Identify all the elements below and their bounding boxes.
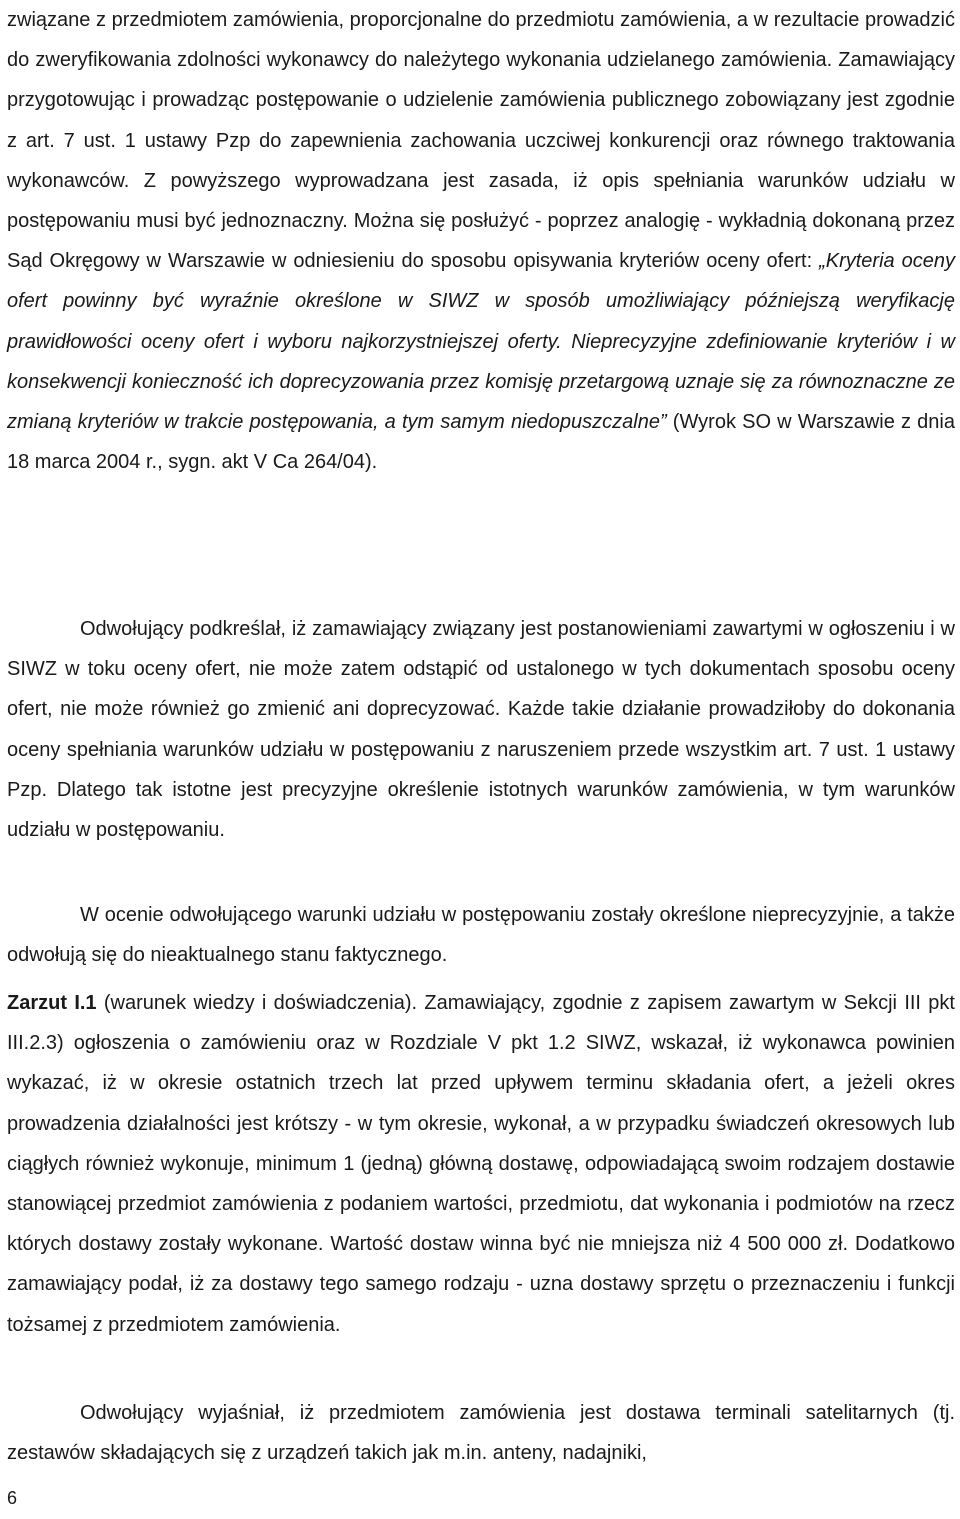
paragraph-appellant-explanation: Odwołujący wyjaśniał, iż przedmiotem zamówienia jest dostawa terminali satelitarnych (tj. zestawów składających się z urządzeń takich jak m.in. anteny, nadajniki, [7, 1402, 955, 1465]
court-quote: „Kryteria oceny ofert powinny być wyraźnie określone w SIWZ w sposób umożliwiający późniejszą weryfikację prawidłowości oceny ofert i wyboru najkorzystniejszej oferty. Nieprecyzyjne zdefiniowanie kryteriów i w konsekwencji konieczność ich doprecyzowania przez komisję przetargową uznaje się za równoznaczne ze zmianą kryteriów w trakcie postępowania, a tym samym niedopuszczalne” [7, 250, 955, 434]
paragraph-appellant-argument: Odwołujący podkreślał, iż zamawiający związany jest postanowieniami zawartymi w ogłoszeniu i w SIWZ w toku oceny ofert, nie może zatem odstąpić od ustalonego w tych dokumentach sposobu oceny ofert, nie może również go zmienić ani doprecyzować. Każde takie działanie prowadziłoby do dokonania oceny spełniania warunków udziału w postępowaniu z naruszeniem przede wszystkim art. 7 ust. 1 ustawy Pzp. Dlatego tak istotne jest precyzyjne określenie istotnych warunków zamówienia, w tym warunków udziału w postępowaniu. [7, 618, 955, 842]
court-citation: (Wyrok SO w Warszawie z dnia 18 marca 2004 r., sygn. akt V Ca 264/04). [7, 411, 955, 474]
paragraph-charge-1-1 [7, 983, 955, 1345]
charge-text: (warunek wiedzy i doświadczenia). Zamawiający, zgodnie z zapisem zawartym w Sekcji III pkt III.2.3) ogłoszenia o zamówieniu oraz w Rozdziale V pkt 1.2 SIWZ, wskazał, iż wykonawca powinien wykazać, iż w okresie ostatnich trzech lat przed upływem terminu składania ofert, a jeżeli okres prowadzenia działalności jest krótszy - w tym okresie, wykonał, a w przypadku świadczeń okresowych lub ciągłych również wykonuje, minimum 1 (jedną) główną dostawę, odpowiadającą swoim rodzajem dostawie stanowiącej przedmiot zamówienia z podaniem wartości, przedmiotu, dat wykonania i podmiotów na rzecz których dostawy zostały wykonane. Wartość dostaw winna być nie mniejsza niż 4 500 000 zł. Dodatkowo zamawiający podał, iż za dostawy tego samego rodzaju - uzna dostawy sprzętu o przeznaczeniu i funkcji tożsamej z przedmiotem zamówienia. [7, 992, 955, 1336]
charge-label: Zarzut I.1 [7, 992, 97, 1014]
page-number: 6 [7, 1488, 18, 1508]
paragraph-appellant-assessment: W ocenie odwołującego warunki udziału w postępowaniu zostały określone nieprecyzyjnie, a także odwołują się do nieaktualnego stanu faktycznego. [7, 904, 955, 967]
paragraph-text: związane z przedmiotem zamówienia, proporcjonalne do przedmiotu zamówienia, a w rezultacie prowadzić do zweryfikowania zdolności wykonawcy do należytego wykonania udzielanego zamówienia. Zamawiający przygotowując i prowadząc postępowanie o udzielenie zamówienia publicznego zobowiązany jest zgodnie z art. 7 ust. 1 ustawy Pzp do zapewnienia zachowania uczciwej konkurencji oraz równego traktowania wykonawców. Z powyższego wyprowadzana jest zasada, iż opis spełniania warunków udziału w postępowaniu musi być jednoznaczny. Można się posłużyć - poprzez analogię - wykładnią dokonaną przez Sąd Okręgowy w Warszawie w odniesieniu do sposobu opisywania kryteriów oceny ofert: [7, 9, 955, 273]
paragraph-criteria-analogy [7, 0, 955, 482]
